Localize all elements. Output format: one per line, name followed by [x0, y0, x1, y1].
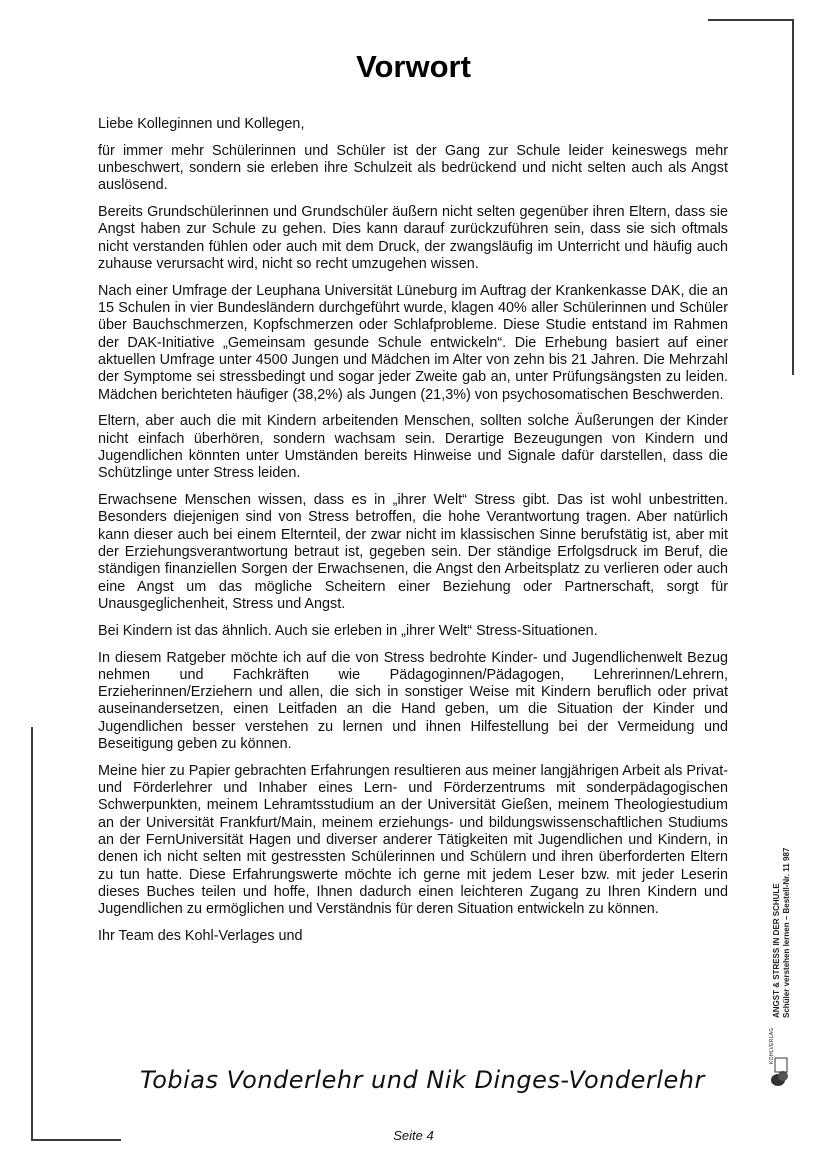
paragraph: Ihr Team des Kohl-Verlages und [98, 927, 303, 944]
page-title: Vorwort [356, 48, 471, 84]
paragraph: Bereits Grundschülerinnen und Grundschüler äußern nicht selten gegenüber ihren Eltern, dass sie Angst haben zur Schule zu gehen. Dies kann darauf zurückzuführen sein, dass sie sich oftmals nicht verstanden fühlen oder auch mit dem Druck, der zwangsläufig im Unterricht und häufig auch zuhause verursacht wird, nicht so recht umzugehen wissen. [98, 204, 728, 273]
body-text [98, 116, 728, 955]
paragraph: Erwachsene Menschen wissen, dass es in „ihrer Welt“ Stress gibt. Das ist wohl unbestritten. Besonders diejenigen sind von Stress betroffen, die hohe Verantwortung tragen. Aber natürlich kann dieser auch bei einem Elternteil, der zwar nicht im klassischen Sinne berufstätig ist, aber mit der Erziehungsverantwortung betraut ist, gegeben sein. Der ständige Erfolgsdruck im Beruf, die ständigen finanziellen Sorgen der Erwachsenen, die Angst den Arbeitsplatz zu verlieren oder auch eine Angst um das mögliche Scheitern einer Beziehung oder Partnerschaft, sorgt für Unausgeglichenheit, Stress und Angst. [98, 492, 728, 612]
paragraph: für immer mehr Schülerinnen und Schüler ist der Gang zur Schule leider keineswegs mehr unbeschwert, sondern sie erleben ihre Schulzeit als bedrückend und nicht selten auch als Angst auslösend. [98, 142, 728, 194]
author-signature: Tobias Vonderlehr und Nik Dinges-Vonderlehr [140, 1066, 705, 1094]
paragraph: Meine hier zu Papier gebrachten Erfahrungen resultieren aus meiner langjährigen Arbeit als Privat- und Förderlehrer und Inhaber eines Lern- und Förderzentrums mit sonderpädagogischen Schwerpunkten, meinem Lehramtsstudium an der Universität Gießen, meinem Theologiestudium an der Universität Frankfurt/Main, meinem erziehungs- und bildungswissenschaftlichen Studiums an der FernUniversität Hagen und diverser anderer Tätigkeiten mit Jugendlichen und Kindern, in denen ich nicht selten mit gestressten Schülerinnen und Schülern und ihren überforderten Eltern zu tun hatte. Diese Erfahrungswerte möchte ich gerne mit jedem Leser bzw. mit jeder Leserin dieses Buches teilen und hoffe, Ihnen dadurch einen leichteren Zugang zu Ihren Kindern und Jugendlichen zu ermöglichen und Verständnis für deren Situation entwickeln zu können. [98, 762, 728, 918]
paragraph: Liebe Kolleginnen und Kollegen, [98, 116, 305, 132]
side-imprint [772, 778, 812, 1018]
imprint-subtitle: Schüler verstehen lernen – Bestell-Nr. 11 987 [782, 847, 791, 1018]
corner-mark-bottom-left-v [31, 727, 33, 1141]
paragraph: Eltern, aber auch die mit Kindern arbeitenden Menschen, sollten solche Äußerungen der Kinder nicht einfach überhören, sondern wachsam sein. Derartige Bezeugungen von Kindern und Jugendlichen könnten unter Umständen bereits Hinweise und Signale dafür darstellen, dass die Schützlinge unter Stress leiden. [98, 413, 728, 482]
imprint-book-title: ANGST & STRESS IN DER SCHULE [772, 883, 781, 1018]
paragraph: In diesem Ratgeber möchte ich auf die von Stress bedrohte Kinder- und Jugendlichenwelt Bezug nehmen und Fachkräften wie Pädagoginnen/Pädagogen, Lehrerinnen/Lehrern, Erzieherinnen/Erziehern und allen, die sich in sonstiger Weise mit Kindern beruflich oder privat auseinandersetzen, einen Leitfaden an die Hand geben, um die Situation der Kinder und Jugendlichen besser verstehen zu lernen und ihnen Hilfestellung bei der Vermeidung und Beseitigung geben zu können. [98, 649, 728, 752]
page-number: Seite 4 [393, 1128, 434, 1143]
paragraph: Bei Kindern ist das ähnlich. Auch sie erleben in „ihrer Welt“ Stress-Situationen. [98, 622, 598, 639]
paragraph: Nach einer Umfrage der Leuphana Universität Lüneburg im Auftrag der Krankenkasse DAK, die an 15 Schulen in vier Bundesländern durchgeführt wurde, klagen 40% aller Schülerinnen und Schüler über Bauchschmerzen, Kopfschmerzen oder Schlafprobleme. Diese Studie entstand im Rahmen der DAK-Initiative „Gemeinsam gesunde Schule entwickeln“. Die Erhebung basiert auf einer aktuellen Umfrage unter 4500 Jungen und Mädchen im Alter von zehn bis 21 Jahren. Die Mehrzahl der Symptome sei stressbedingt und sogar jeder Zweite gab an, unter Prüfungsängsten zu leiden. Mädchen berichteten häufiger (38,2%) als Jungen (21,3%) von psychosomatischen Beschwerden. [98, 282, 728, 403]
corner-mark-top-right-h [708, 19, 794, 21]
publisher-label: KOHLVERLAG [769, 1027, 775, 1064]
